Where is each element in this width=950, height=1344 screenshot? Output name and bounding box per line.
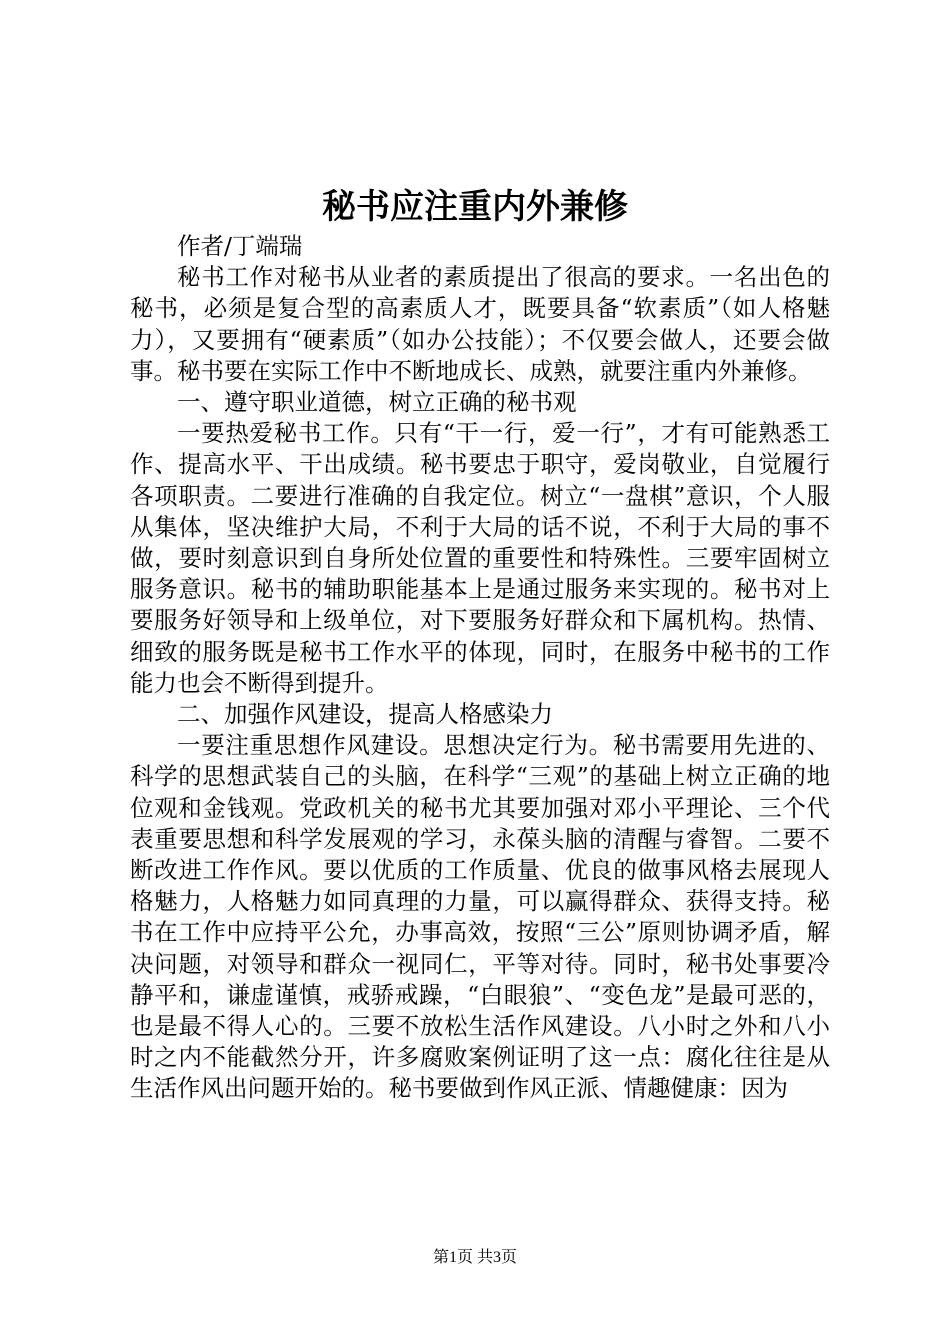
section-heading: 一、遵守职业道德，树立正确的秘书观 (177, 388, 577, 417)
paragraph: 一要注重思想作风建设。思想决定行为。秘书需要用先进的、科学的思想武装自己的头脑，在科学“三观”的基础上树立正确的地位观和金钱观。党政机关的秘书尤其要加强对邓小平理论、三个代表重要思想和科学发展观的学习，永葆头脑的清醒与睿智。二要不断改进工作作风。要以优质的工作质量、优良的做事风格去展现人格魅力，人格魅力如同真理的力量，可以赢得群众、获得支持。秘书在工作中应持平公允，办事高效，按照“三公”原则协调矛盾，解决问题，对领导和群众一视同仁，平等对待。同时，秘书处事要冷静平和，谦虚谨慎，戒骄戒躁，“白眼狼”、“变色龙”是最可恶的，也是最不得人心的。三要不放松生活作风建设。八小时之外和八小时之内不能截然分开，许多腐败案例证明了这一点：腐化往往是从生活作风出问题开始的。秘书要做到作风正派、情趣健康：因为 (130, 731, 830, 1103)
page-footer: 第1页 共3页 (432, 1249, 517, 1266)
paragraph: 一要热爱秘书工作。只有“干一行，爱一行”，才有可能熟悉工作、提高水平、干出成绩。秘书要忠于职守，爱岗敬业，自觉履行各项职责。二要进行准确的自我定位。树立“一盘棋”意识，个人服从集体，坚决维护大局，不利于大局的话不说，不利于大局的事不做，要时刻意识到自身所处位置的重要性和特殊性。三要牢固树立服务意识。秘书的辅助职能基本上是通过服务来实现的。秘书对上要服务好领导和上级单位，对下要服务好群众和下属机构。热情、细致的服务既是秘书工作水平的体现，同时，在服务中秘书的工作能力也会不断得到提升。 (130, 419, 830, 697)
paragraph: 秘书工作对秘书从业者的素质提出了很高的要求。一名出色的秘书，必须是复合型的高素质人才，既要具备“软素质”（如人格魅力），又要拥有“硬素质”（如办公技能）；不仅要会做人，还要会做事。秘书要在实际工作中不断地成长、成熟，就要注重内外兼修。 (130, 263, 830, 385)
document-body (130, 231, 830, 1105)
section-heading: 二、加强作风建设，提高人格感染力 (177, 700, 553, 729)
author-line: 作者/丁端瑞 (177, 232, 303, 260)
document-title: 秘书应注重内外兼修 (322, 187, 628, 227)
